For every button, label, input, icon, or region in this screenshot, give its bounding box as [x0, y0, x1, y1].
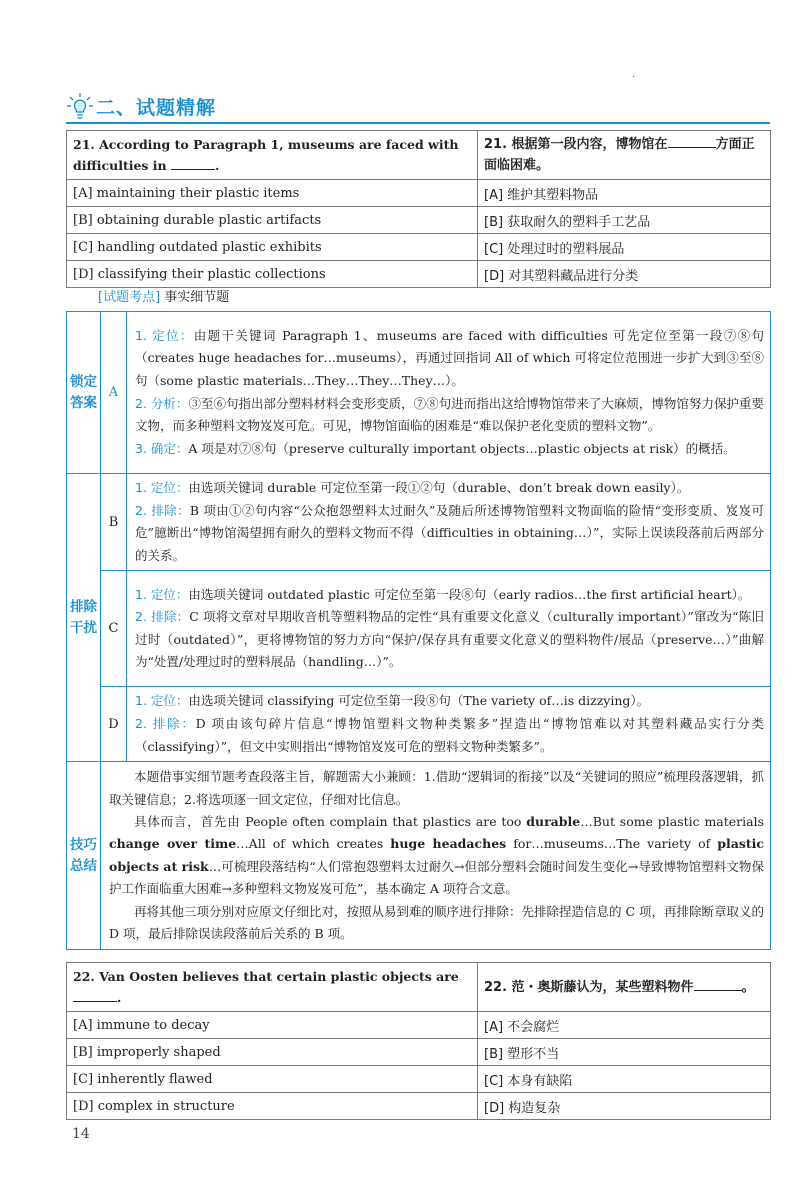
q22-option-cn: [C] 本身有缺陷	[478, 1066, 771, 1093]
page-number: 14	[72, 1126, 90, 1142]
q22-option-row	[67, 1066, 771, 1093]
analysis-row-c	[67, 571, 771, 687]
q21-stem-row	[67, 131, 771, 180]
q22-option-en: [A] immune to decay	[67, 1012, 478, 1039]
q21-table	[66, 130, 771, 288]
q21-option-row	[67, 180, 771, 207]
section-header	[66, 88, 770, 130]
speck: ·	[632, 72, 636, 83]
exclude-label: 排除干扰	[67, 474, 101, 762]
lightbulb-icon	[66, 92, 94, 122]
q22-option-en: [B] improperly shaped	[67, 1039, 478, 1066]
q21-stem-en: 21. According to Paragraph 1, museums are faced with difficulties in .	[67, 131, 478, 180]
q22-option-cn: [A] 不会腐烂	[478, 1012, 771, 1039]
option-letter: C	[101, 571, 127, 687]
analysis-c-body: 1. 定位：由选项关键词 outdated plastic 可定位至第一段⑧句（early radios…the first artificial heart）。 2. 排除：C 项将文章对早期收音机等塑料物品的定性“具有重要文化意义（culturally important）”窜改为“陈旧过时（outdated）”，更将博物馆的努力方向“保护/保存具有重要文化意义的塑料物件/展品（preserve…）”曲解为“处置/处理过时的塑料展品（handling…）”。	[127, 571, 771, 687]
q22-stem-row	[67, 963, 771, 1012]
analysis-row-a	[67, 312, 771, 474]
q22-table	[66, 962, 771, 1120]
question-type-text: 事实细节题	[164, 290, 230, 305]
q21-option-row	[67, 207, 771, 234]
q22-option-cn: [B] 塑形不当	[478, 1039, 771, 1066]
answer-blank	[171, 157, 215, 170]
option-letter: B	[101, 474, 127, 571]
lock-answer-label: 锁定答案	[67, 312, 101, 474]
analysis-table	[66, 311, 771, 950]
q22-option-cn: [D] 构造复杂	[478, 1093, 771, 1120]
analysis-a-body: 1. 定位：由题干关键词 Paragraph 1、museums are faced with difficulties 可先定位至第一段⑦⑧句（creates huge headaches for…museums），再通过回指词 All of which 可将定位范围进一步扩大到③至⑧句（some plastic materials…They…They…They…）。 2. 分析：③至⑥句指出部分塑料材料会变形变质，⑦⑧句进而指出这给博物馆带来了大麻烦，博物馆努力保护重要文物，而多种塑料文物岌岌可危。可见，博物馆面临的困难是“难以保护老化变质的塑料文物”。 3. 确定：A 项是对⑦⑧句（preserve culturally important objects…plastic objects at risk）的概括。	[127, 312, 771, 474]
q21-option-en: [A] maintaining their plastic items	[67, 180, 478, 207]
tip-body: 本题借事实细节题考查段落主旨，解题需大小兼顾：1.借助“逻辑词的衔接”以及“关键词的照应”梳理段落逻辑，抓取关键信息；2.将选项逐一回文定位，仔细对比信息。 具体而言，首先由 People often complain that plastics are too durable…But some plastic materials change over time…All of which creates huge headaches for…museums…The variety of plastic objects at risk…可梳理段落结构“人们常抱怨塑料太过耐久→但部分塑料会随时间发生变化→导致博物馆塑料文物保护工作面临重大困难→多种塑料文物岌岌可危”，基本确定 A 项符合文意。 再将其他三项分别对应原文仔细比对，按照从易到难的顺序进行排除：先排除捏造信息的 C 项，再排除断章取义的 D 项，最后排除误读段落前后关系的 B 项。	[101, 762, 771, 950]
tip-label: 技巧总结	[67, 762, 101, 950]
analysis-row-b	[67, 474, 771, 571]
section-underline	[66, 122, 770, 124]
option-letter: D	[101, 687, 127, 762]
answer-blank	[668, 135, 716, 148]
option-letter: A	[101, 312, 127, 474]
analysis-row-tip	[67, 762, 771, 950]
q21-option-cn: [B] 获取耐久的塑料手工艺品	[478, 207, 771, 234]
q21-option-cn: [A] 维护其塑料物品	[478, 180, 771, 207]
question-type-line	[98, 286, 229, 305]
answer-blank	[694, 978, 742, 991]
question-type-tag: [试题考点]	[98, 290, 161, 305]
q22-stem-cn: 22. 范・奥斯藤认为，某些塑料物件 。	[478, 963, 771, 1012]
analysis-d-body: 1. 定位：由选项关键词 classifying 可定位至第一段⑧句（The variety of…is dizzying）。 2. 排除：D 项由该句碎片信息“博物馆塑料文物种类繁多”捏造出“博物馆难以对其塑料藏品实行分类（classifying）”，但文中实则指出“博物馆岌岌可危的塑料文物种类繁多”。	[127, 687, 771, 762]
q21-option-row	[67, 234, 771, 261]
q22-option-row	[67, 1093, 771, 1120]
q21-stem-cn: 21. 根据第一段内容，博物馆在 方面正面临困难。	[478, 131, 771, 180]
q21-option-cn: [D] 对其塑料藏品进行分类	[478, 261, 771, 288]
q22-option-row	[67, 1012, 771, 1039]
section-title: 二、试题精解	[96, 97, 217, 119]
q21-option-row	[67, 261, 771, 288]
q22-option-en: [C] inherently flawed	[67, 1066, 478, 1093]
q21-option-en: [C] handling outdated plastic exhibits	[67, 234, 478, 261]
q21-option-cn: [C] 处理过时的塑料展品	[478, 234, 771, 261]
q22-option-en: [D] complex in structure	[67, 1093, 478, 1120]
answer-blank	[73, 989, 117, 1002]
q21-option-en: [B] obtaining durable plastic artifacts	[67, 207, 478, 234]
analysis-b-body: 1. 定位：由选项关键词 durable 可定位至第一段①②句（durable、don’t break down easily）。 2. 排除：B 项由①②句内容“公众抱怨塑料太过耐久”及随后所述博物馆塑料文物面临的险情“变形变质、岌岌可危”臆断出“博物馆渴望拥有耐久的塑料文物而不得（difficulties in obtaining…）”，实际上误读段落前后两部分的关系。	[127, 474, 771, 571]
q22-option-row	[67, 1039, 771, 1066]
analysis-row-d	[67, 687, 771, 762]
q21-option-en: [D] classifying their plastic collections	[67, 261, 478, 288]
q22-stem-en: 22. Van Oosten believes that certain plastic objects are .	[67, 963, 478, 1012]
